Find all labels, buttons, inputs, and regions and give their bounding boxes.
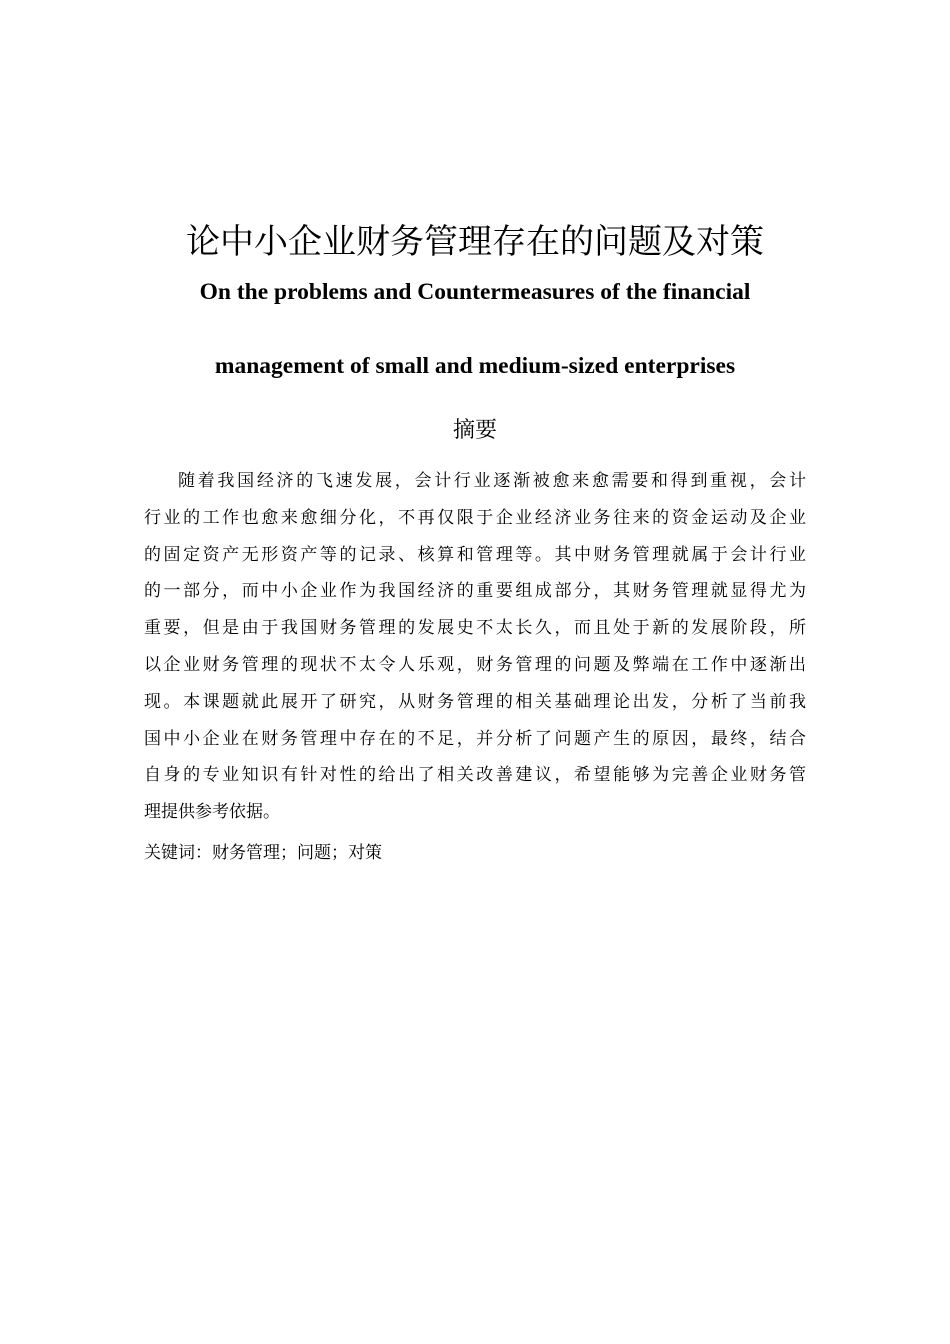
abstract-line: 的一部分，而中小企业作为我国经济的重要组成部分，其财务管理就显得尤为 — [144, 581, 806, 602]
abstract-line: 随着我国经济的飞速发展，会计行业逐渐被愈来愈需要和得到重视，会计 — [178, 471, 806, 491]
abstract-heading: 摘要 — [452, 418, 497, 443]
abstract-line: 自身的专业知识有针对性的给出了相关改善建议，希望能够为完善企业财务管 — [144, 765, 806, 786]
keywords-label: 关键词： — [144, 843, 212, 863]
chinese-title: 论中小企业财务管理存在的问题及对策 — [186, 222, 764, 262]
keywords — [144, 838, 806, 868]
english-title-line-2: management of small and medium-sized enterprises — [214, 353, 736, 379]
abstract-line: 国中小企业在财务管理中存在的不足，并分析了问题产生的原因，最终，结合 — [144, 728, 806, 749]
english-title-line-1: On the problems and Countermeasures of the financial — [199, 279, 751, 305]
abstract-line: 行业的工作也愈来愈细分化，不再仅限于企业经济业务往来的资金运动及企业 — [144, 507, 806, 528]
abstract-line: 理提供参考依据。 — [144, 802, 280, 823]
abstract-line: 重要，但是由于我国财务管理的发展史不太长久，而且处于新的发展阶段，所 — [144, 618, 806, 639]
abstract-body — [144, 463, 806, 831]
abstract-line: 的固定资产无形资产等的记录、核算和管理等。其中财务管理就属于会计行业 — [144, 544, 806, 565]
abstract-line: 现。本课题就此展开了研究，从财务管理的相关基础理论出发，分析了当前我 — [144, 691, 806, 712]
keywords-value: 财务管理；问题；对策 — [212, 843, 382, 863]
abstract-line: 以企业财务管理的现状不太令人乐观，财务管理的问题及弊端在工作中逐渐出 — [144, 654, 806, 675]
